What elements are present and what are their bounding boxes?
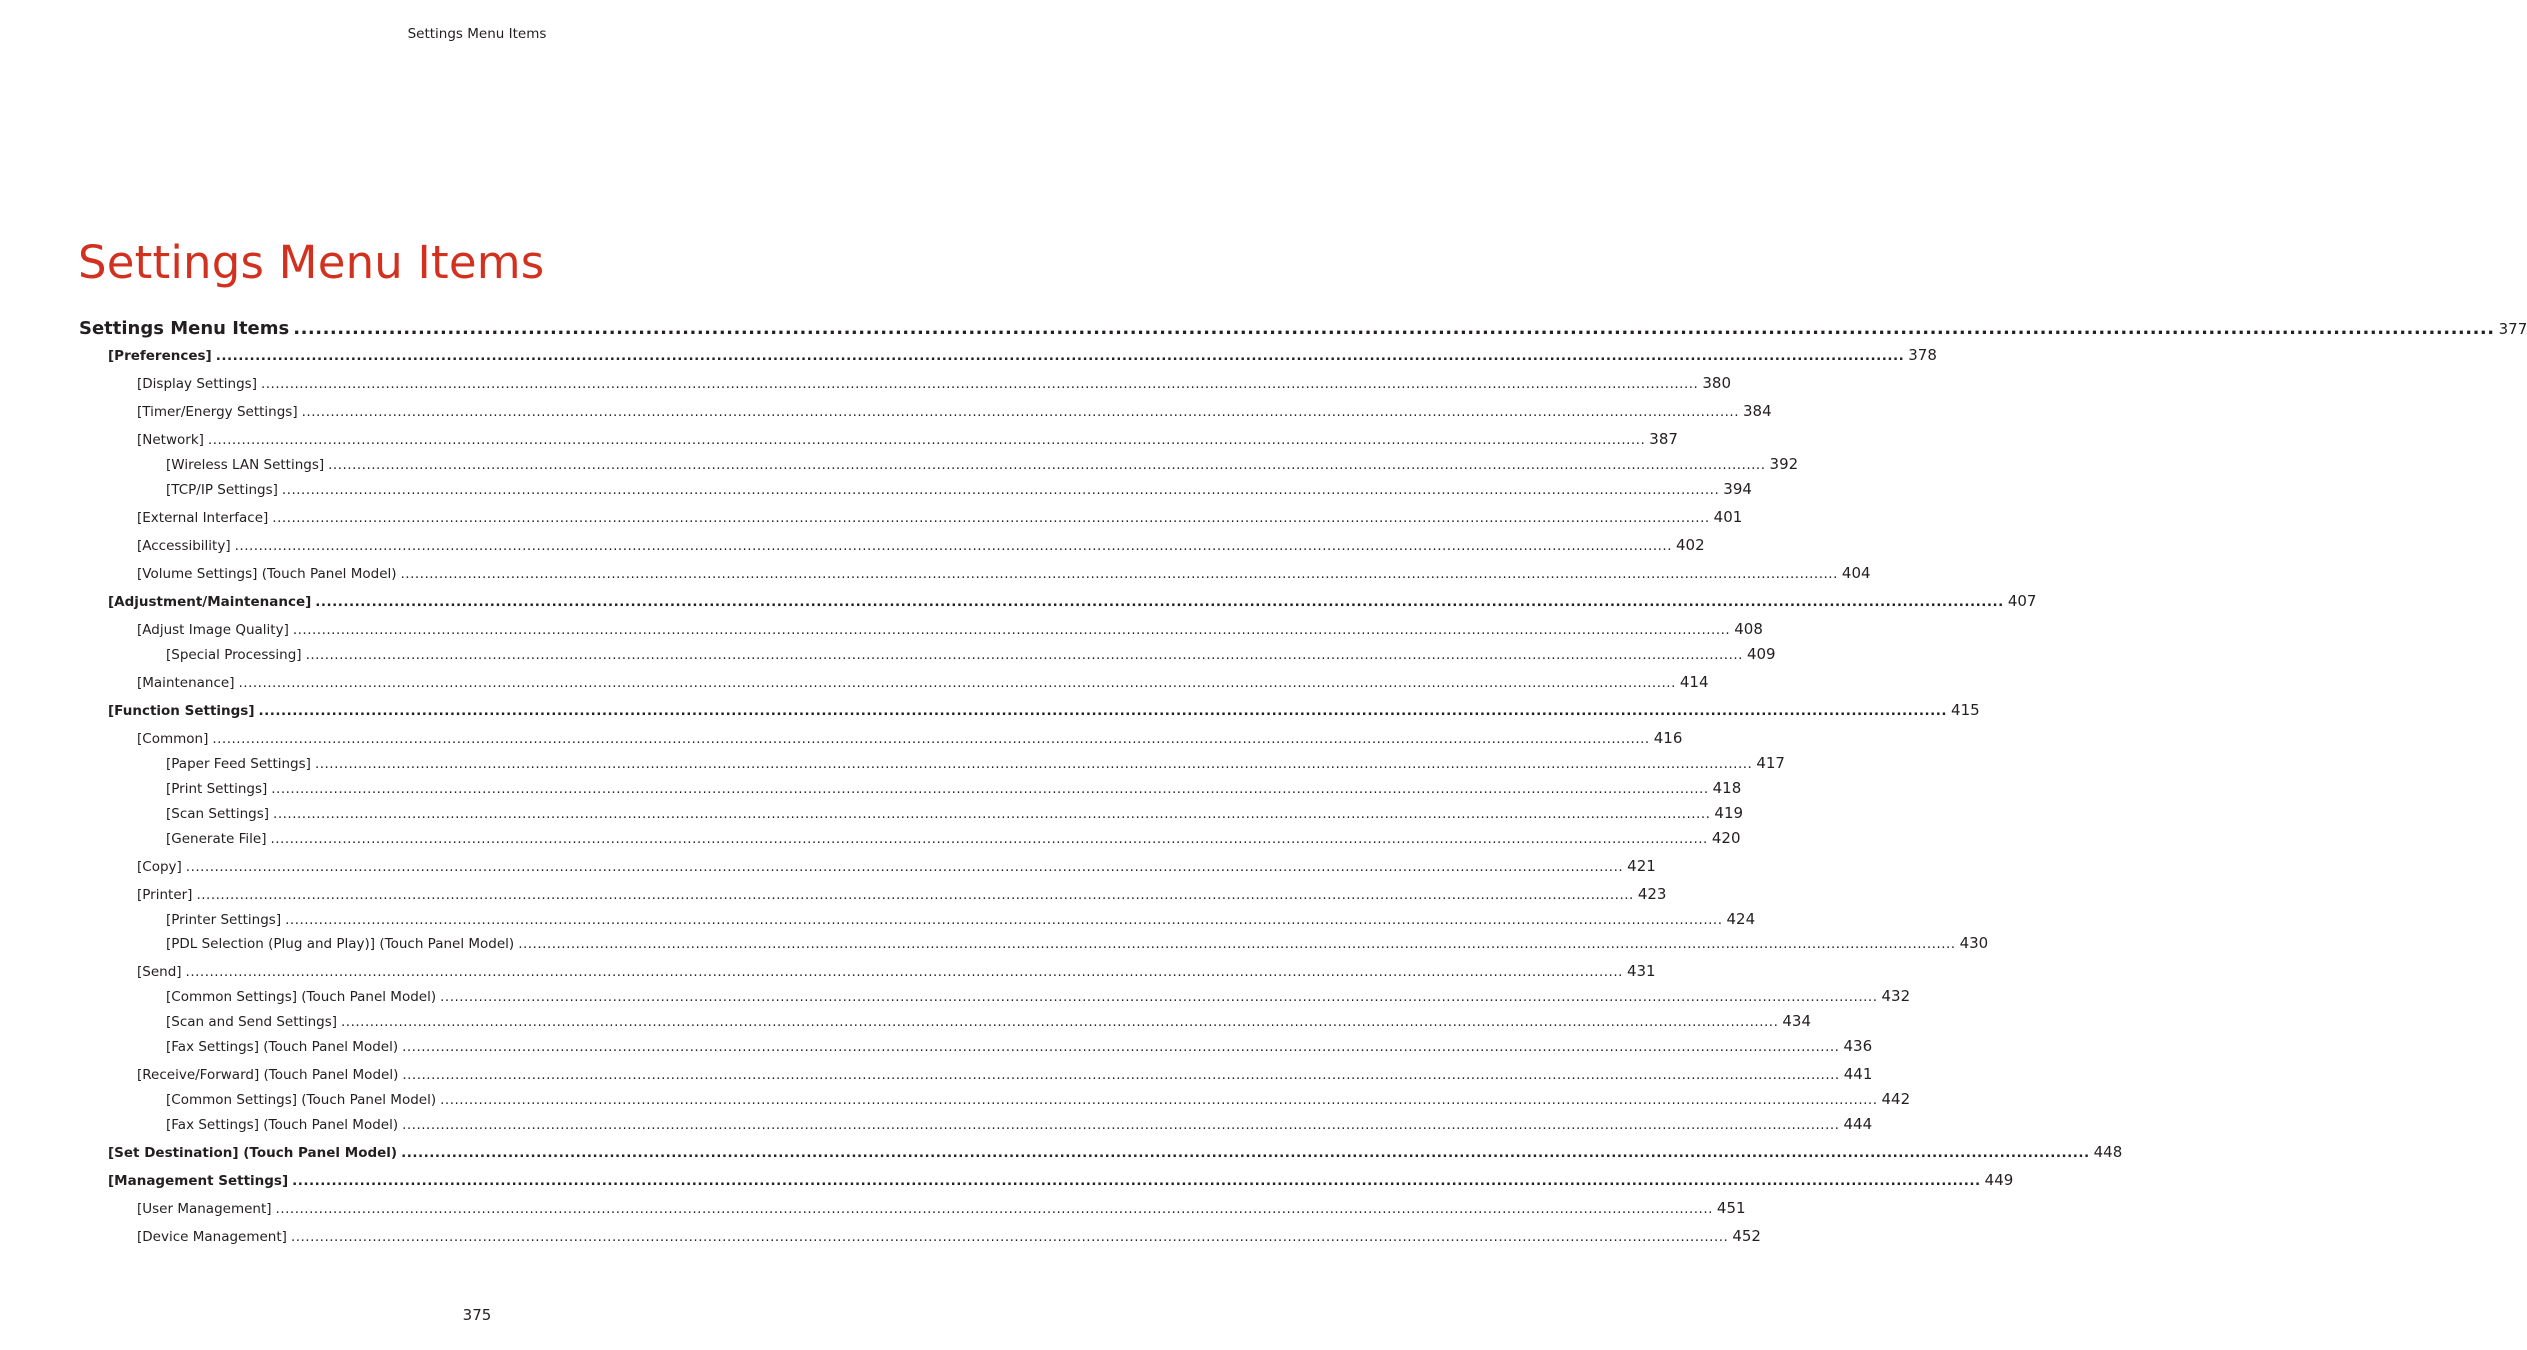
- toc-entry[interactable]: [79, 402, 1772, 420]
- toc-leader-dots: ............................................................................................................................................................................................................................................................................................................: [272, 510, 1710, 526]
- toc-entry-page: 451: [1716, 1199, 1746, 1217]
- toc-leader-dots: ............................................................................................................................................................................................................................................................................................................: [440, 989, 1878, 1005]
- toc-leader-dots: ............................................................................................................................................................................................................................................................................................................: [301, 404, 1739, 420]
- toc-entry[interactable]: [79, 536, 1705, 554]
- toc-entry[interactable]: [79, 1227, 1761, 1245]
- toc-entry-label: [Accessibility]: [137, 538, 231, 554]
- toc-entry-label: [Fax Settings] (Touch Panel Model): [166, 1039, 399, 1055]
- toc-entry-label: [Timer/Energy Settings]: [137, 404, 298, 420]
- toc-entry-page: 434: [1782, 1012, 1812, 1030]
- toc-entry[interactable]: [79, 1143, 2123, 1161]
- toc-entry-label: [User Management]: [137, 1201, 272, 1217]
- toc-leader-dots: ............................................................................................................................................................................................................................................................................................................: [402, 1039, 1840, 1055]
- toc-entry[interactable]: [79, 804, 1744, 822]
- toc-entry-page: 441: [1843, 1065, 1873, 1083]
- toc-entry[interactable]: [79, 620, 1763, 638]
- toc-entry-label: [Print Settings]: [166, 781, 268, 797]
- toc-entry-page: 430: [1959, 934, 1989, 952]
- toc-entry[interactable]: [79, 962, 1656, 980]
- toc-entry-page: 380: [1702, 374, 1731, 392]
- toc-entry-page: 424: [1726, 910, 1756, 928]
- toc-entry-label: [Common]: [137, 731, 209, 747]
- toc-entry-label: [Wireless LAN Settings]: [166, 457, 325, 473]
- toc-leader-dots: ............................................................................................................................................................................................................................................................................................................: [305, 647, 1743, 663]
- toc-entry-label: [Fax Settings] (Touch Panel Model): [166, 1117, 399, 1133]
- toc-entry[interactable]: [79, 779, 1742, 797]
- toc-entry[interactable]: [79, 1012, 1812, 1030]
- toc-entry[interactable]: [79, 455, 1799, 473]
- toc-leader-dots: ............................................................................................................................................................................................................................................................................................................: [238, 675, 1676, 691]
- toc-entry-label: [TCP/IP Settings]: [166, 482, 278, 498]
- toc-leader-dots: ............................................................................................................................................................................................................................................................................................................: [402, 1067, 1840, 1083]
- toc-leader-dots: ............................................................................................................................................................................................................................................................................................................: [271, 781, 1709, 797]
- toc-entry-page: 404: [1841, 564, 1871, 582]
- toc-entry[interactable]: [79, 480, 1752, 498]
- toc-entry-label: [Scan Settings]: [166, 806, 270, 822]
- toc-leader-dots: ............................................................................................................................................................................................................................................................................................................: [258, 703, 1948, 719]
- toc-entry-label: [Printer]: [137, 887, 193, 903]
- toc-entry-label: [External Interface]: [137, 510, 269, 526]
- toc-entry-label: [Scan and Send Settings]: [166, 1014, 337, 1030]
- toc-entry-page: 448: [2093, 1143, 2123, 1161]
- toc-leader-dots: ............................................................................................................................................................................................................................................................................................................: [401, 1145, 2090, 1161]
- toc-entry-page: 394: [1723, 480, 1752, 498]
- toc-entry-label: [Management Settings]: [108, 1173, 289, 1189]
- toc-entry[interactable]: [79, 564, 1871, 582]
- toc-entry-label: [Display Settings]: [137, 376, 257, 392]
- toc-entry[interactable]: [79, 1199, 1746, 1217]
- toc-entry-label: [Common Settings] (Touch Panel Model): [166, 1092, 437, 1108]
- toc-leader-dots: ............................................................................................................................................................................................................................................................................................................: [270, 831, 1708, 847]
- chapter-title: Settings Menu Items: [78, 236, 545, 289]
- toc-entry-page: 409: [1746, 645, 1776, 663]
- toc-leader-dots: ............................................................................................................................................................................................................................................................................................................: [440, 1092, 1878, 1108]
- toc-entry-page: 442: [1881, 1090, 1911, 1108]
- toc-entry[interactable]: [79, 754, 1785, 772]
- running-header: Settings Menu Items: [407, 26, 547, 42]
- toc-leader-dots: ............................................................................................................................................................................................................................................................................................................: [314, 756, 1753, 772]
- toc-leader-dots: ............................................................................................................................................................................................................................................................................................................: [212, 731, 1650, 747]
- toc-entry[interactable]: [79, 346, 1937, 364]
- toc-leader-dots: ............................................................................................................................................................................................................................................................................................................: [275, 1201, 1713, 1217]
- toc-entry-page: 421: [1627, 857, 1656, 875]
- toc-entry[interactable]: [79, 1090, 1911, 1108]
- toc-entry-page: 377: [2498, 320, 2527, 338]
- toc-entry-page: 378: [1908, 346, 1937, 364]
- toc-entry[interactable]: [79, 857, 1656, 875]
- toc-entry-label: Settings Menu Items: [79, 318, 290, 339]
- toc-entry-page: 407: [2007, 592, 2037, 610]
- toc-entry-page: 423: [1637, 885, 1667, 903]
- toc-leader-dots: ............................................................................................................................................................................................................................................................................................................: [328, 457, 1766, 473]
- toc-leader-dots: ............................................................................................................................................................................................................................................................................................................: [292, 622, 1731, 638]
- toc-entry[interactable]: [79, 592, 2037, 610]
- toc-leader-dots: ............................................................................................................................................................................................................................................................................................................: [281, 482, 1720, 498]
- toc-leader-dots: ............................................................................................................................................................................................................................................................................................................: [285, 912, 1723, 928]
- toc-entry-page: 402: [1676, 536, 1705, 554]
- toc-entry-page: 408: [1734, 620, 1763, 638]
- toc-leader-dots: ............................................................................................................................................................................................................................................................................................................: [185, 859, 1624, 875]
- toc-entry[interactable]: [79, 318, 2527, 339]
- toc-leader-dots: ............................................................................................................................................................................................................................................................................................................: [207, 432, 1646, 448]
- toc-entry-label: [Device Management]: [137, 1229, 287, 1245]
- toc-entry-page: 449: [1984, 1171, 2014, 1189]
- toc-entry[interactable]: [79, 508, 1743, 526]
- toc-entry[interactable]: [79, 701, 1980, 719]
- toc-entry-page: 387: [1649, 430, 1678, 448]
- toc-leader-dots: ............................................................................................................................................................................................................................................................................................................: [185, 964, 1623, 980]
- toc-entry-page: 436: [1843, 1037, 1873, 1055]
- toc-entry[interactable]: [79, 1037, 1873, 1055]
- toc-entry-page: 420: [1711, 829, 1741, 847]
- toc-entry-label: [Printer Settings]: [166, 912, 282, 928]
- toc-entry[interactable]: [79, 645, 1776, 663]
- toc-entry-label: [Send]: [137, 964, 182, 980]
- toc-entry-label: [Adjustment/Maintenance]: [108, 594, 312, 610]
- toc-entry-page: 415: [1951, 701, 1980, 719]
- toc-entry[interactable]: [79, 910, 1756, 928]
- toc-entry-page: 419: [1714, 804, 1744, 822]
- toc-entry-label: [Generate File]: [166, 831, 267, 847]
- toc-entry-page: 392: [1769, 455, 1799, 473]
- toc-entry[interactable]: [79, 1115, 1873, 1133]
- toc-leader-dots: ............................................................................................................................................................................................................................................................................................................: [400, 566, 1838, 582]
- toc-entry[interactable]: [79, 673, 1709, 691]
- toc-entry[interactable]: [79, 374, 1731, 392]
- toc-entry[interactable]: [79, 934, 1989, 952]
- page-number: 375: [462, 1306, 492, 1324]
- toc-entry-label: [Preferences]: [108, 348, 212, 364]
- toc-leader-dots: ............................................................................................................................................................................................................................................................................................................: [273, 806, 1711, 822]
- toc-entry[interactable]: [79, 1171, 2014, 1189]
- toc-entry-label: [Copy]: [137, 859, 182, 875]
- toc-entry[interactable]: [79, 885, 1667, 903]
- toc-entry-label: [Receive/Forward] (Touch Panel Model): [137, 1067, 399, 1083]
- toc-entry-label: [Function Settings]: [108, 703, 255, 719]
- toc-entry-page: 432: [1881, 987, 1911, 1005]
- toc-leader-dots: ............................................................................................................................................................................................................................................................................................................: [234, 538, 1672, 554]
- toc-entry-label: [Special Processing]: [166, 647, 302, 663]
- toc-entry-page: 452: [1732, 1227, 1761, 1245]
- toc-entry[interactable]: [79, 987, 1911, 1005]
- toc-leader-dots: ............................................................................................................................................................................................................................................................................................................: [402, 1117, 1840, 1133]
- toc-entry-label: [Set Destination] (Touch Panel Model): [108, 1145, 398, 1161]
- toc-leader-dots: ............................................................................................................................................................................................................................................................................................................: [215, 348, 1905, 364]
- toc-entry-label: [Common Settings] (Touch Panel Model): [166, 989, 437, 1005]
- toc-entry-page: 431: [1626, 962, 1656, 980]
- toc-entry-label: [Paper Feed Settings]: [166, 756, 311, 772]
- toc-entry-page: 444: [1843, 1115, 1873, 1133]
- toc-entry[interactable]: [79, 729, 1683, 747]
- toc-entry-label: [PDL Selection (Plug and Play)] (Touch Panel Model): [166, 936, 515, 952]
- toc-leader-dots: ............................................................................................................................................................................................................................................................................................................: [315, 594, 2004, 610]
- toc-entry-label: [Maintenance]: [137, 675, 235, 691]
- toc-entry-label: [Volume Settings] (Touch Panel Model): [137, 566, 397, 582]
- toc-entry-page: 414: [1679, 673, 1709, 691]
- toc-entry-page: 384: [1743, 402, 1772, 420]
- toc-leader-dots: ............................................................................................................................................................................................................................................................................................................: [290, 1229, 1729, 1245]
- toc-leader-dots: ............................................................................................................................................................................................................................................................................................................: [518, 936, 1956, 952]
- toc-entry-page: 418: [1712, 779, 1742, 797]
- toc-entry[interactable]: [79, 430, 1678, 448]
- toc-entry[interactable]: [79, 829, 1741, 847]
- toc-leader-dots: ............................................................................................................................................................................................................................................................................................................: [292, 1173, 1981, 1189]
- toc-leader-dots: ............................................................................................................................................................................................................................................................................................................: [293, 318, 2495, 339]
- toc-entry-page: 416: [1653, 729, 1683, 747]
- toc-entry-label: [Adjust Image Quality]: [137, 622, 289, 638]
- toc-entry[interactable]: [79, 1065, 1873, 1083]
- toc-leader-dots: ............................................................................................................................................................................................................................................................................................................: [196, 887, 1634, 903]
- toc-leader-dots: ............................................................................................................................................................................................................................................................................................................: [341, 1014, 1779, 1030]
- toc-entry-label: [Network]: [137, 432, 204, 448]
- toc-entry-page: 401: [1713, 508, 1743, 526]
- toc-leader-dots: ............................................................................................................................................................................................................................................................................................................: [260, 376, 1699, 392]
- toc-entry-page: 417: [1756, 754, 1785, 772]
